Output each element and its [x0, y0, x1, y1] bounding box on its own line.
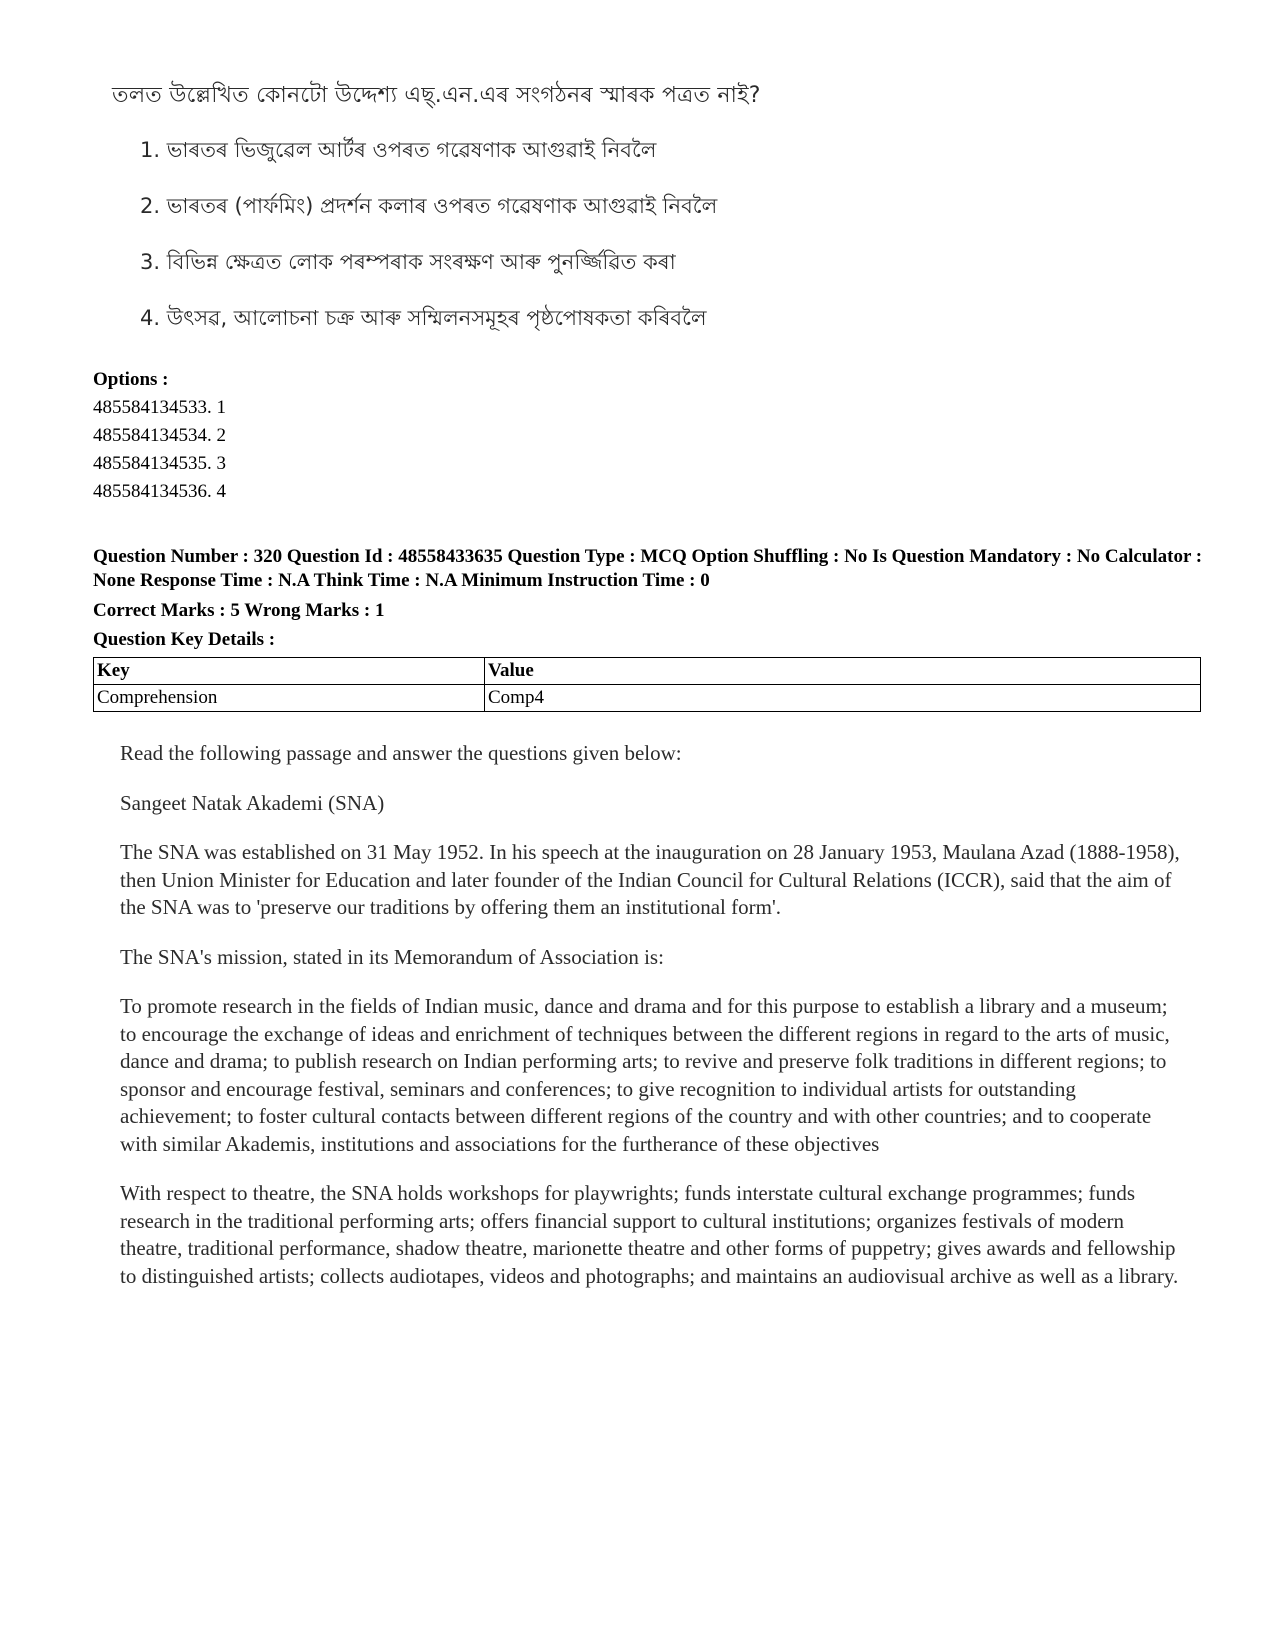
passage-heading: Sangeet Natak Akademi (SNA) [120, 790, 385, 815]
header-value: Value [485, 658, 1201, 685]
option-4: 485584134536. 4 [93, 481, 226, 502]
options-block [93, 366, 226, 506]
statement-item-1: 1. ভাৰতৰ ভিজুৱেল আৰ্টৰ ওপৰত গৱেষণাক আগুৱাই নিবলৈ [140, 138, 657, 162]
passage-intro: Read the following passage and answer the questions given below: [120, 741, 682, 765]
statement-item-4: 4. উৎসৱ, আলোচনা চক্ৰ আৰু সম্মিলনসমূহৰ পৃষ্ঠপোষকতা কৰিবলৈ [140, 306, 707, 330]
marks-line: Correct Marks : 5 Wrong Marks : 1 [93, 600, 385, 621]
passage-paragraph-2: The SNA's mission, stated in its Memorandum of Association is: [120, 944, 664, 969]
option-2: 485584134534. 2 [93, 425, 226, 446]
cell-key: Comprehension [94, 685, 485, 712]
passage-paragraph-1: The SNA was established on 31 May 1952. In his speech at the inauguration on 28 January 1953, Maulana Azad (1888-1958), then Union Minister for Education and later founder of the Indian Council for Cultural Relations (ICCR), said that the aim of the SNA was to 'preserve our traditions by offering them an institutional form'. [120, 840, 1180, 919]
key-details-table [93, 657, 1201, 712]
options-title: Options : [93, 369, 169, 390]
key-details-title: Question Key Details : [93, 629, 276, 650]
table-header-row [94, 658, 1201, 685]
cell-value: Comp4 [485, 685, 1201, 712]
statement-item-3: 3. বিভিন্ন ক্ষেত্ৰত লোক পৰম্পৰাক সংৰক্ষণ আৰু পুনৰ্জ্জিৱিত কৰা [140, 250, 676, 274]
option-1: 485584134533. 1 [93, 397, 226, 418]
header-key: Key [94, 658, 485, 685]
passage-paragraph-3: To promote research in the fields of Indian music, dance and drama and for this purpose to establish a library and a museum; to encourage the exchange of ideas and enrichment of techniques between the different regions in regard to the arts of music, dance and drama; to publish research on Indian performing arts; to revive and preserve folk traditions in different regions; to sponsor and encourage festival, seminars and conferences; to give recognition to individual artists for outstanding achievement; to foster cultural contacts between different regions of the country and with other countries; and to cooperate with similar Akademis, institutions and associations for the furtherance of these objectives [120, 994, 1170, 1156]
comprehension-passage [120, 740, 1180, 1312]
statement-item-2: 2. ভাৰতৰ (পাৰ্ফমিং) প্ৰদৰ্শন কলাৰ ওপৰত গৱেষণাক আগুৱাই নিবলৈ [140, 194, 718, 218]
question-statement-list [140, 135, 717, 359]
option-3: 485584134535. 3 [93, 453, 226, 474]
question-info: Question Number : 320 Question Id : 48558433635 Question Type : MCQ Option Shuffling : No Is Question Mandatory : No Calculator : None Response Time : N.A Think Time : N.A Minimum Instruction Time : 0 [93, 546, 1203, 591]
table-row [94, 685, 1201, 712]
passage-paragraph-4: With respect to theatre, the SNA holds workshops for playwrights; funds interstate cultural exchange programmes; funds research in the traditional performing arts; offers financial support to cultural institutions; organizes festivals of modern theatre, traditional performance, shadow theatre, marionette theatre and other forms of puppetry; gives awards and fellowship to distinguished artists; collects audiotapes, videos and photographs; and maintains an audiovisual archive as well as a library. [120, 1181, 1179, 1288]
question-stem: তলত উল্লেখিত কোনটো উদ্দেশ্য এছ্.এন.এৰ সংগঠনৰ স্মাৰক পত্ৰত নাই? [112, 83, 761, 108]
